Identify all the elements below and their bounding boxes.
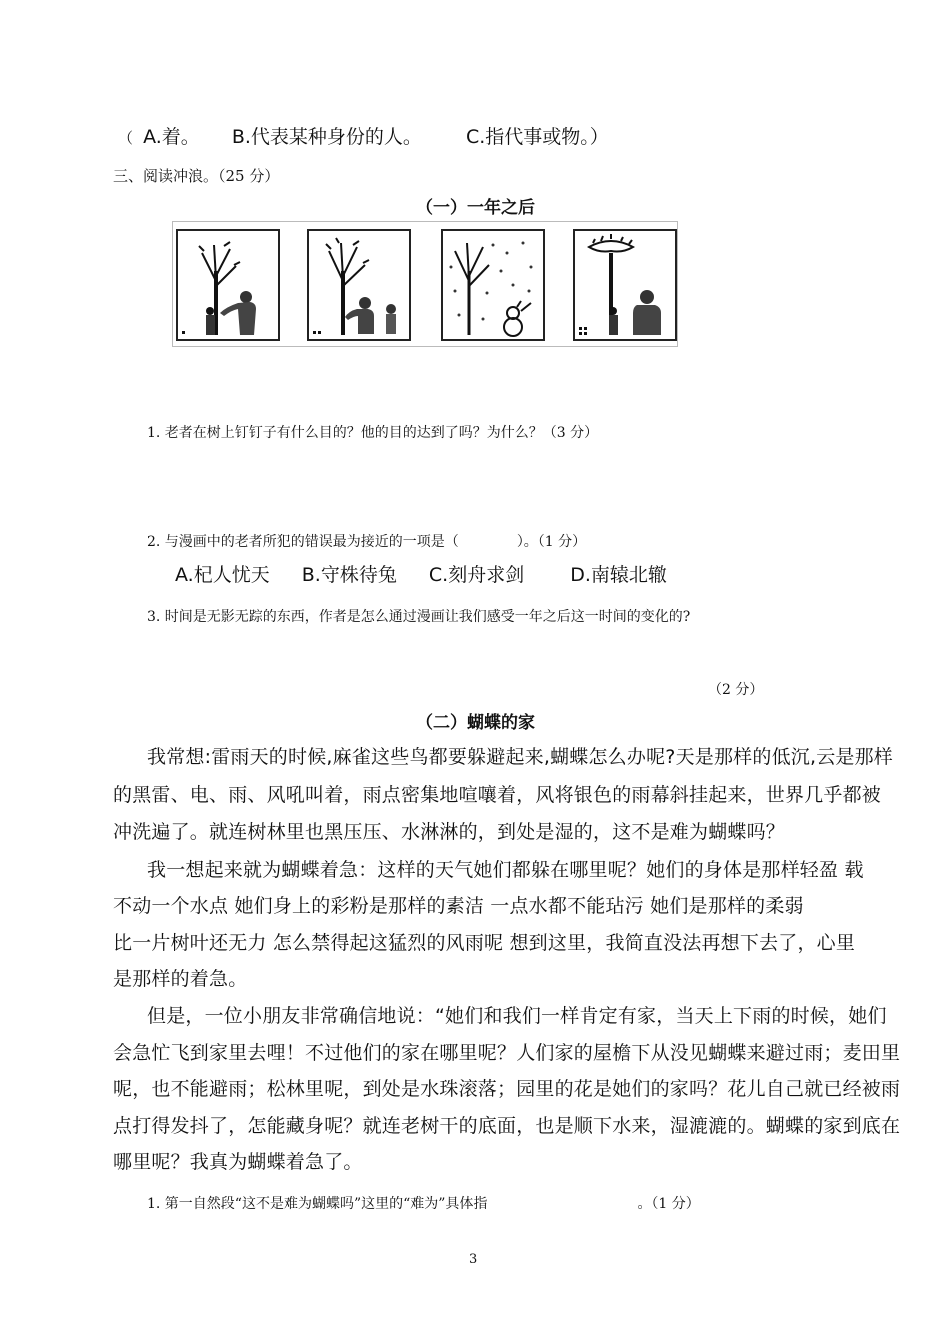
passage-line: 是那样的着急。 bbox=[113, 968, 248, 990]
part1-question-2-prefix: 2. 与漫画中的老者所犯的错误最为接近的一项是（ bbox=[147, 534, 459, 550]
comic-panel-3 bbox=[441, 229, 545, 341]
option-open-paren: （ bbox=[118, 129, 134, 147]
passage-line: 不动一个水点 她们身上的彩粉是那样的素洁 一点水都不能玷污 她们是那样的柔弱 bbox=[113, 895, 804, 917]
part2-question-1 bbox=[147, 1193, 700, 1213]
q2-option-a[interactable]: A.杞人忧天 bbox=[175, 564, 270, 586]
option-c: C.指代事或物。） bbox=[465, 126, 609, 148]
passage-line: 我一想起来就为蝴蝶着急：这样的天气她们都躲在哪里呢？她们的身体是那样轻盈 载 bbox=[147, 859, 864, 881]
part1-question-3-score: （2 分） bbox=[708, 682, 764, 698]
section-heading: 三、阅读冲浪。（25 分） bbox=[113, 167, 280, 185]
option-b: B.代表某种身份的人。 bbox=[231, 126, 422, 148]
part1-question-2 bbox=[147, 531, 586, 551]
passage-line: 的黑雷、电、雨、风吼叫着，雨点密集地喧嚷着，风将银色的雨幕斜挂起来，世界几乎都被 bbox=[113, 784, 882, 806]
part2-title: （二）蝴蝶的家 bbox=[416, 713, 535, 733]
part1-question-2-options bbox=[175, 560, 667, 587]
passage-line: 点打得发抖了，怎能藏身呢？就连老树干的底面，也是顺下水来，湿漉漉的。蝴蝶的家到底在 bbox=[113, 1115, 901, 1137]
part2-question-1-suffix: 。（1 分） bbox=[637, 1196, 700, 1212]
passage-line: 但是，一位小朋友非常确信地说：“她们和我们一样肯定有家，当天上下雨的时候，她们 bbox=[147, 1005, 887, 1027]
passage-line: 呢，也不能避雨；松林里呢，到处是水珠滚落；园里的花是她们的家吗？花儿自己就已经被雨 bbox=[113, 1078, 901, 1100]
option-a: A.着。 bbox=[143, 126, 200, 148]
passage-line: 会急忙飞到家里去哩！不过他们的家在哪里呢？人们家的屋檐下从没见蝴蝶来避过雨；麦田里 bbox=[113, 1042, 901, 1064]
part1-question-3: 3. 时间是无影无踪的东西，作者是怎么通过漫画让我们感受一年之后这一时间的变化的? bbox=[147, 609, 691, 625]
part1-question-2-suffix: ）。（1 分） bbox=[516, 534, 587, 550]
part2-question-1-prefix: 1. 第一自然段“这不是难为蝴蝶吗”这里的“难为”具体指 bbox=[147, 1196, 488, 1212]
q2-option-c[interactable]: C.刻舟求剑 bbox=[428, 564, 525, 586]
comic-panel-2 bbox=[307, 229, 411, 341]
passage-line: 哪里呢？我真为蝴蝶着急了。 bbox=[113, 1151, 363, 1173]
passage-line: 冲洗遍了。就连树林里也黑压压、水淋淋的，到处是湿的，这不是难为蝴蝶吗？ bbox=[113, 821, 786, 843]
part1-title: （一）一年之后 bbox=[416, 198, 535, 218]
passage-line: 我常想:雷雨天的时候,麻雀这些鸟都要躲避起来,蝴蝶怎么办呢?天是那样的低沉,云是那样 bbox=[147, 746, 894, 768]
page-number: 3 bbox=[469, 1252, 478, 1267]
part1-question-1: 1. 老者在树上钉钉子有什么目的？他的目的达到了吗？为什么？（3 分） bbox=[147, 425, 599, 441]
q2-option-b[interactable]: B.守株待兔 bbox=[301, 564, 397, 586]
passage-line: 比一片树叶还无力 怎么禁得起这猛烈的风雨呢 想到这里，我简直没法再想下去了，心里 bbox=[113, 932, 856, 954]
q2-option-d[interactable]: D.南辕北辙 bbox=[570, 564, 667, 586]
comic-panel-4 bbox=[573, 229, 677, 341]
comic-panel-1 bbox=[176, 229, 280, 341]
